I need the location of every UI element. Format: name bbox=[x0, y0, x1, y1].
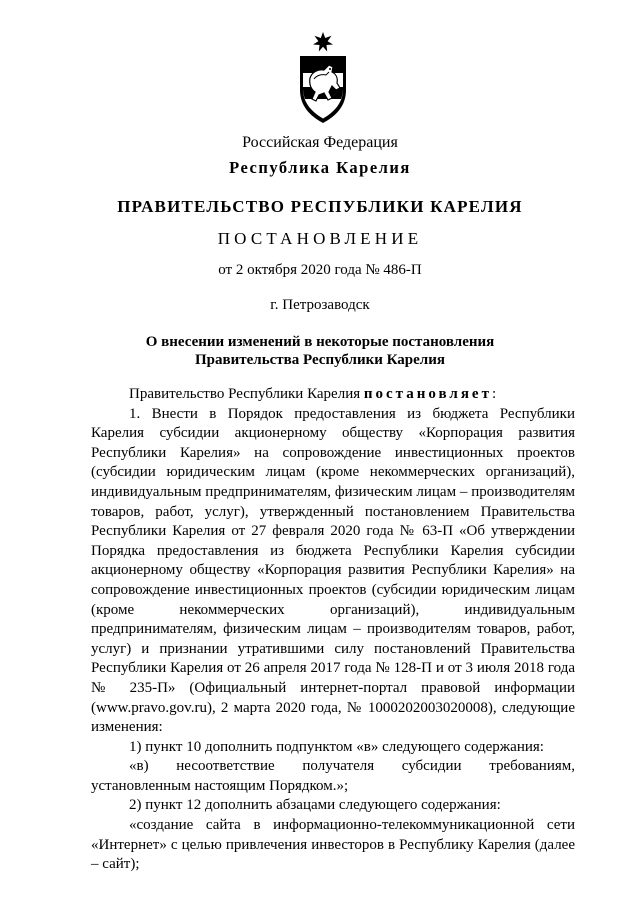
country-name: Российская Федерация bbox=[242, 134, 398, 151]
karelia-coat-of-arms-icon bbox=[296, 32, 350, 124]
intro-paragraph bbox=[91, 385, 575, 405]
paragraph-5: «создание сайта в информационно-телекоммуникационной сети «Интернет» с целью привлечения инвесторов в Республику Карелия (далее – сайт); bbox=[91, 817, 575, 873]
government-name: ПРАВИТЕЛЬСТВО РЕСПУБЛИКИ КАРЕЛИЯ bbox=[117, 197, 523, 216]
document-type: ПОСТАНОВЛЕНИЕ bbox=[217, 229, 423, 248]
intro-suffix: : bbox=[491, 386, 497, 402]
document-body bbox=[91, 385, 575, 875]
republic-name: Республика Карелия bbox=[229, 158, 411, 177]
paragraph-2: 1) пункт 10 дополнить подпунктом «в» следующего содержания: bbox=[129, 738, 544, 755]
document-subject bbox=[0, 333, 640, 369]
paragraph-1: 1. Внести в Порядок предоставления из бюджета Республики Карелия субсидии акционерному обществу «Корпорация развития Республики Карелия» на сопровождение инвестиционных проектов (субсидии юридическим лицам (кроме некоммерческих организаций), индивидуальным предпринимателям, физическим лицам – производителям товаров, работ, услуг), утвержденный постановлением Правительства Республики Карелия от 27 февраля 2020 года № 63-П «Об утверждении Порядка предоставления из бюджета Республики Карелия субсидии акционерному обществу «Корпорация развития Республики Карелия» на сопровождение инвестиционных проектов (субсидии юридическим лицам (кроме некоммерческих организаций), индивидуальным предпринимателям, физическим лицам – производителям товаров, работ, услуг) и признании утратившими силу постановлений Правительства Республики Карелия от 26 апреля 2017 года № 128-П и от 3 июля 2018 года № 235-П» (Официальный интернет-портал правовой информации (www.pravo.gov.ru), 2 марта 2020 года, № 1000202003020008), следующие изменения: bbox=[91, 405, 575, 736]
subject-line-2: Правительства Республики Карелия bbox=[195, 352, 445, 368]
document-date: от 2 октября 2020 года № 486-П bbox=[218, 262, 422, 278]
subject-line-1: О внесении изменений в некоторые постановления bbox=[145, 334, 495, 350]
intro-prefix: Правительство Республики Карелия bbox=[129, 386, 364, 402]
intro-action: постановляет bbox=[363, 386, 492, 402]
document-city: г. Петрозаводск bbox=[270, 297, 370, 313]
paragraph-3: «в) несоответствие получателя субсидии требованиям, установленным настоящим Порядком.»; bbox=[91, 758, 575, 794]
paragraph-4: 2) пункт 12 дополнить абзацами следующего содержания: bbox=[129, 797, 501, 814]
